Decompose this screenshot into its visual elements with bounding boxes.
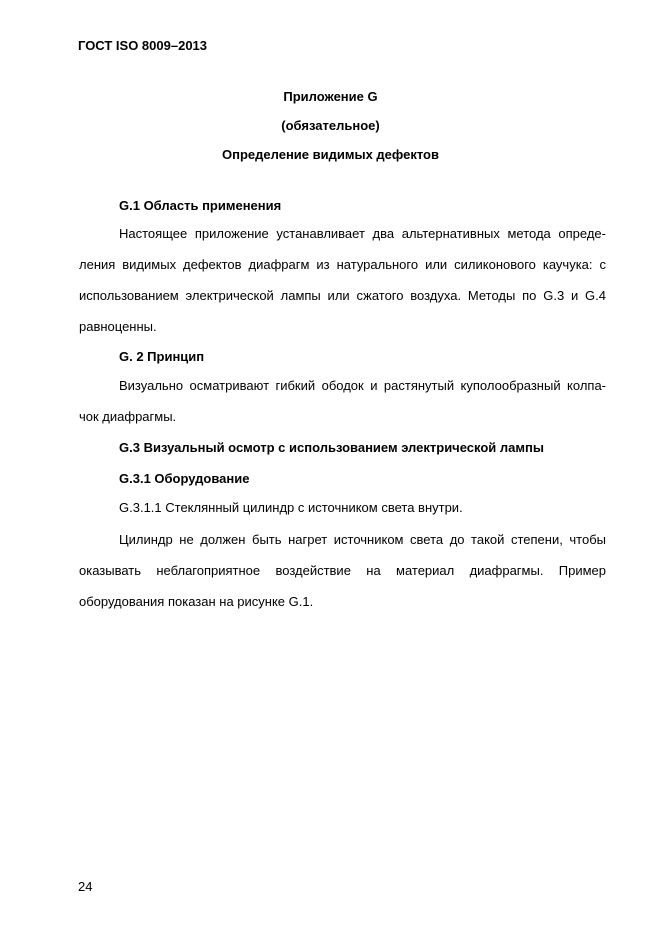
page-number: 24 xyxy=(78,879,93,894)
cylinder-paragraph xyxy=(79,524,606,617)
section-g1-heading: G.1 Область применения xyxy=(119,198,282,213)
section-g31-heading: G.3.1 Оборудование xyxy=(119,471,250,486)
document-header: ГОСТ ISO 8009–2013 xyxy=(78,38,208,53)
section-g1-paragraph xyxy=(79,218,606,342)
section-g311-paragraph xyxy=(79,492,606,523)
section-g3-heading: G.3 Визуальный осмотр с использованием электрической лампы xyxy=(119,440,544,455)
text-line: оборудования показан на рисунке G.1. xyxy=(79,594,314,609)
section-g2-heading: G. 2 Принцип xyxy=(119,349,205,364)
text-line: равноценны. xyxy=(79,319,157,334)
text-line: использованием электрической лампы или сжатого воздуха. Методы по G.3 и G.4 xyxy=(79,288,606,303)
section-g2-paragraph xyxy=(79,370,606,432)
text-line: оказывать неблагоприятное воздействие на материал диафрагмы. Пример xyxy=(79,563,606,578)
annex-title: Приложение G xyxy=(283,89,378,104)
text-line: ления видимых дефектов диафрагм из натурального или силиконового каучука: с xyxy=(79,257,606,272)
text-line: Визуально осматривают гибкий ободок и растянутый куполообразный колпа- xyxy=(119,378,606,393)
annex-status: (обязательное) xyxy=(281,118,380,133)
text-line: G.3.1.1 Стеклянный цилиндр с источником света внутри. xyxy=(119,500,463,515)
text-line: Настоящее приложение устанавливает два альтернативных метода опреде- xyxy=(119,226,606,241)
text-line: чок диафрагмы. xyxy=(79,409,177,424)
text-line: Цилиндр не должен быть нагрет источником света до такой степени, чтобы xyxy=(119,532,606,547)
annex-name: Определение видимых дефектов xyxy=(222,147,439,162)
